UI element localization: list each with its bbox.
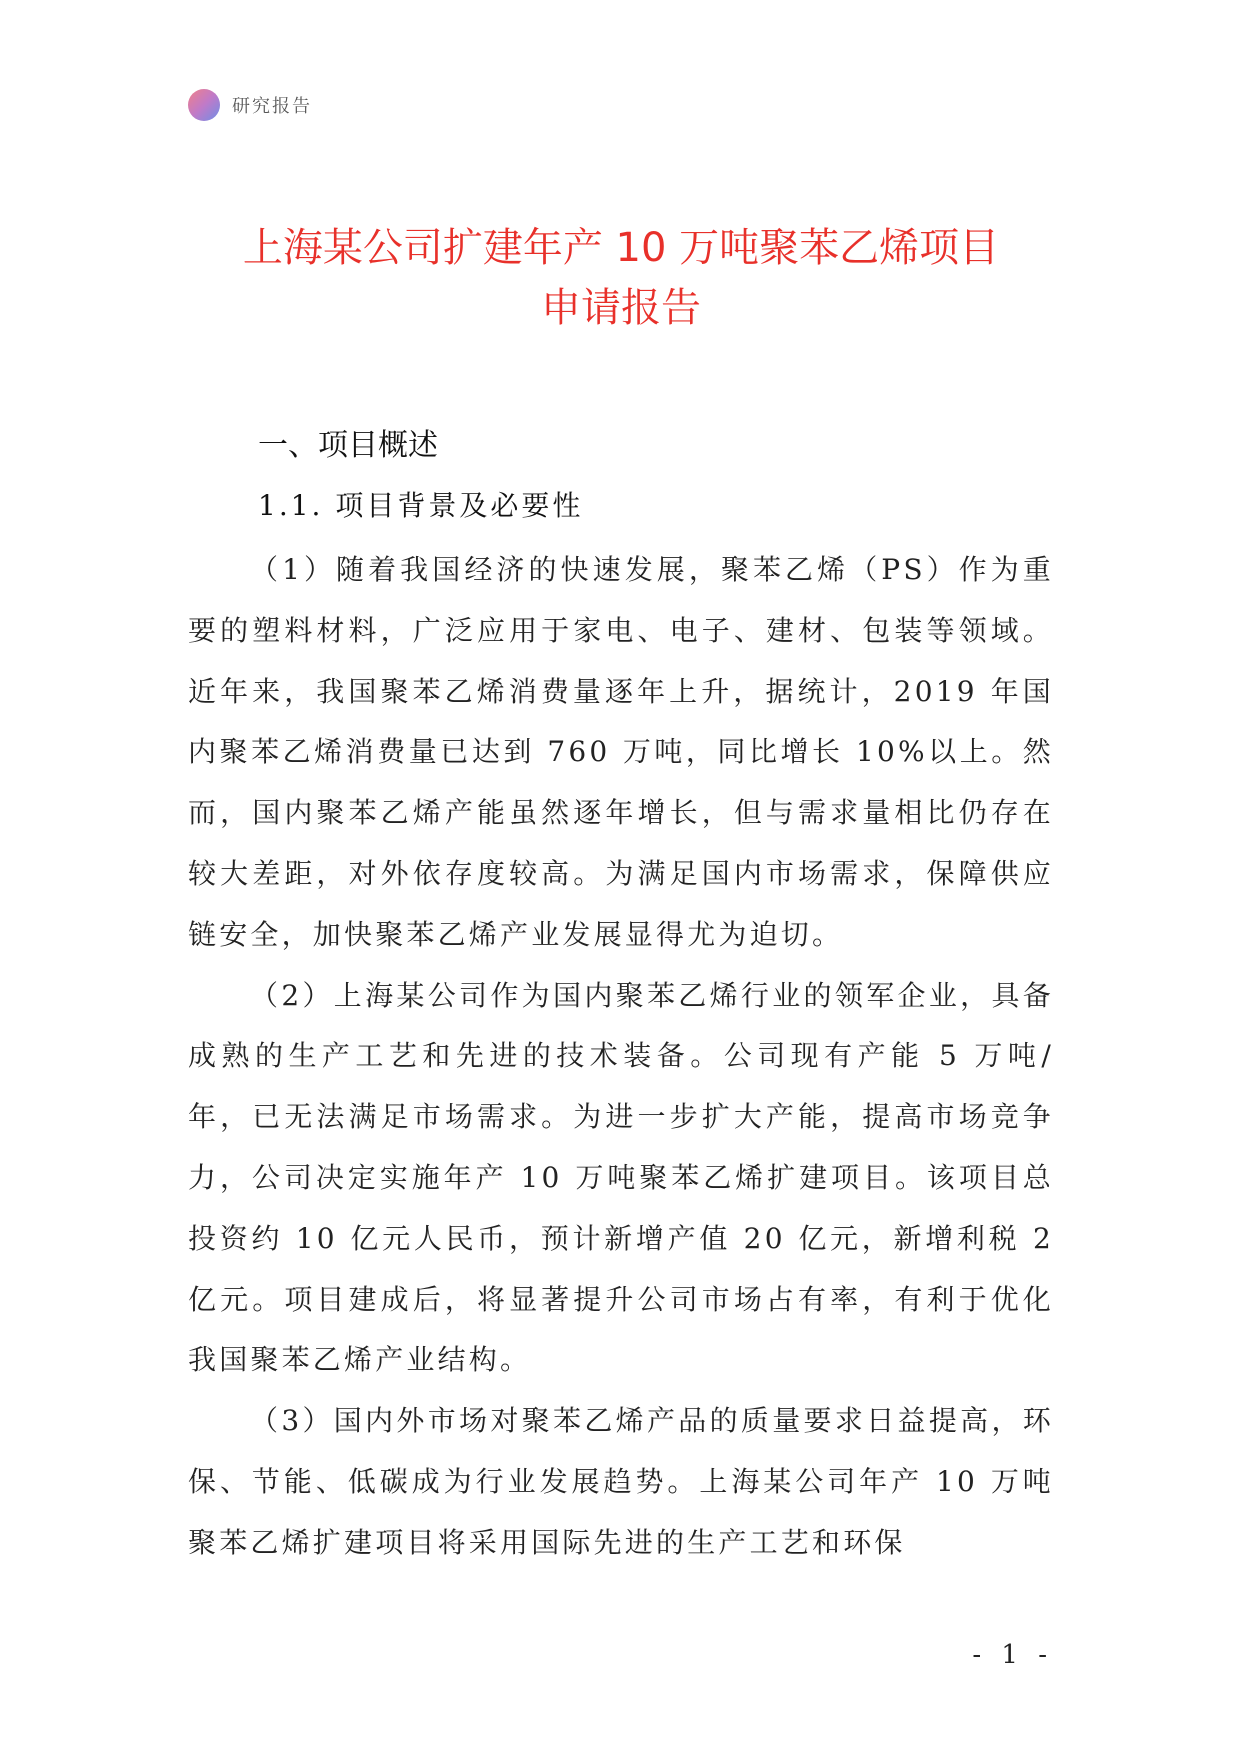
page-number: - 1 - (972, 1640, 1053, 1670)
paragraph-1: （1）随着我国经济的快速发展，聚苯乙烯（PS）作为重要的塑料材料，广泛应用于家电、电子、建材、包装等领域。近年来，我国聚苯乙烯消费量逐年上升，据统计，2019 年国内聚苯乙烯消费量已达到 760 万吨，同比增长 10%以上。然而，国内聚苯乙烯产能虽然逐年增长，但与需求量相比仍存在较大差距，对外依存度较高。为满足国内市场需求，保障供应链安全，加快聚苯乙烯产业发展显得尤为迫切。 (188, 553, 1054, 951)
section-heading: 一、项目概述 (258, 428, 438, 463)
sub-heading: 1.1. 项目背景及必要性 (258, 489, 584, 522)
title-line-2: 申请报告 (541, 285, 701, 331)
document-title (188, 218, 1054, 338)
header-label: 研究报告 (232, 96, 312, 117)
logo-icon (188, 89, 220, 121)
page-header (188, 88, 312, 122)
body-text (188, 540, 1054, 1574)
paragraph-2: （2）上海某公司作为国内聚苯乙烯行业的领军企业，具备成熟的生产工艺和先进的技术装备。公司现有产能 5 万吨/年，已无法满足市场需求。为进一步扩大产能，提高市场竞争力，公司决定实施年产 10 万吨聚苯乙烯扩建项目。该项目总投资约 10 亿元人民币，预计新增产值 20 亿元，新增利税 2 亿元。项目建成后，将显著提升公司市场占有率，有利于优化我国聚苯乙烯产业结构。 (188, 978, 1054, 1377)
title-line-1: 上海某公司扩建年产 10 万吨聚苯乙烯项目 (242, 225, 1000, 271)
paragraph-3: （3）国内外市场对聚苯乙烯产品的质量要求日益提高，环保、节能、低碳成为行业发展趋势。上海某公司年产 10 万吨聚苯乙烯扩建项目将采用国际先进的生产工艺和环保 (188, 1404, 1054, 1559)
